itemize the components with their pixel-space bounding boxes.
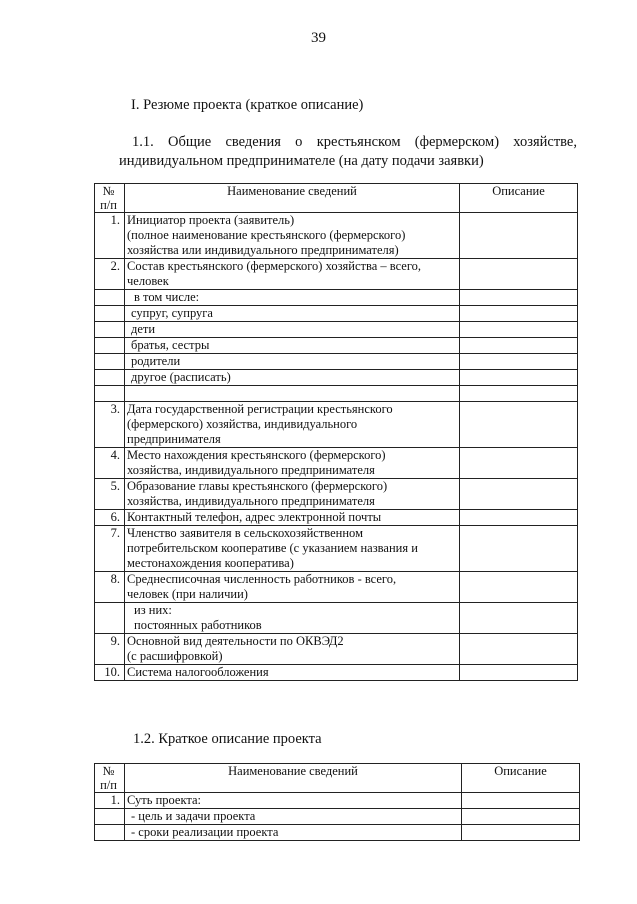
row-line: потребительском кооперативе (с указанием названия и <box>127 541 418 555</box>
row-num: 6. <box>95 510 125 526</box>
row-num <box>95 370 125 386</box>
header-num-line2: п/п <box>100 778 117 792</box>
description-cell[interactable] <box>460 572 578 603</box>
row-text: в том числе: <box>125 290 460 306</box>
header-num-line1: № <box>102 184 115 198</box>
table-row <box>95 526 578 572</box>
row-text <box>125 665 460 681</box>
description-cell[interactable] <box>460 448 578 479</box>
table-subrow <box>95 354 578 370</box>
description-cell[interactable] <box>462 825 580 841</box>
row-text: другое (расписать) <box>125 370 460 386</box>
table-row <box>95 213 578 259</box>
table-row <box>95 402 578 448</box>
subsection-1-2-title: 1.2. Краткое описание проекта <box>133 731 322 747</box>
description-cell[interactable] <box>460 354 578 370</box>
row-line: Контактный телефон, адрес электронной почты <box>127 510 382 524</box>
row-text <box>125 634 460 665</box>
table-row <box>95 510 578 526</box>
row-line: (с расшифровкой) <box>127 649 223 663</box>
description-cell[interactable] <box>460 402 578 448</box>
row-num <box>95 290 125 306</box>
description-cell[interactable] <box>460 634 578 665</box>
table-row <box>95 448 578 479</box>
row-line: предпринимателя <box>127 432 221 446</box>
row-num: 8. <box>95 572 125 603</box>
table-header-row <box>95 764 580 793</box>
row-text <box>125 402 460 448</box>
row-num <box>95 338 125 354</box>
row-text <box>125 526 460 572</box>
description-cell[interactable] <box>460 290 578 306</box>
row-num: 5. <box>95 479 125 510</box>
row-line: человек <box>127 274 169 288</box>
row-text: - цель и задачи проекта <box>125 809 462 825</box>
row-num <box>95 322 125 338</box>
row-line: человек (при наличии) <box>127 587 248 601</box>
description-cell[interactable] <box>462 793 580 809</box>
row-text <box>125 213 460 259</box>
subsection-1-1-line2: индивидуальном предпринимателе (на дату подачи заявки) <box>119 153 484 169</box>
description-cell[interactable] <box>460 665 578 681</box>
subsection-1-1-line1: 1.1. Общие сведения о крестьянском (фермерском) хозяйстве, <box>132 134 577 150</box>
description-cell[interactable] <box>460 370 578 386</box>
row-line: из них: <box>134 603 172 617</box>
row-line: Инициатор проекта (заявитель) <box>127 213 295 227</box>
header-name-cell: Наименование сведений <box>125 764 462 793</box>
row-num <box>95 603 125 634</box>
section-title: I. Резюме проекта (краткое описание) <box>131 97 364 113</box>
description-cell[interactable] <box>460 603 578 634</box>
row-num: 7. <box>95 526 125 572</box>
row-num: 3. <box>95 402 125 448</box>
row-num: 2. <box>95 259 125 290</box>
description-cell[interactable] <box>460 213 578 259</box>
row-num <box>95 809 125 825</box>
description-cell[interactable] <box>460 479 578 510</box>
table-row <box>95 665 578 681</box>
row-num: 9. <box>95 634 125 665</box>
table-subrow <box>95 322 578 338</box>
project-description-table <box>94 763 580 841</box>
header-desc-cell: Описание <box>460 184 578 213</box>
row-text <box>125 386 460 402</box>
row-num: 4. <box>95 448 125 479</box>
row-line: хозяйства или индивидуального предпринимателя) <box>127 243 399 257</box>
table-row <box>95 634 578 665</box>
table-subrow <box>95 290 578 306</box>
table-subrow <box>95 809 580 825</box>
row-text <box>125 572 460 603</box>
row-line: Среднесписочная численность работников - всего, <box>127 572 397 586</box>
row-line: Место нахождения крестьянского (фермерского) <box>127 448 386 462</box>
header-desc-cell: Описание <box>462 764 580 793</box>
row-line: Система налогообложения <box>127 665 269 679</box>
description-cell[interactable] <box>460 526 578 572</box>
row-line: местонахождения кооператива) <box>127 556 294 570</box>
row-text <box>125 603 460 634</box>
row-line: Состав крестьянского (фермерского) хозяйства – всего, <box>127 259 422 273</box>
table-header-row <box>95 184 578 213</box>
row-num <box>95 306 125 322</box>
table-row <box>95 479 578 510</box>
table-row <box>95 572 578 603</box>
row-line: Членство заявителя в сельскохозяйственном <box>127 526 363 540</box>
table-row <box>95 259 578 290</box>
table-subrow <box>95 603 578 634</box>
row-text: Суть проекта: <box>125 793 462 809</box>
row-text: дети <box>125 322 460 338</box>
header-name-cell: Наименование сведений <box>125 184 460 213</box>
table-subrow <box>95 338 578 354</box>
table-row <box>95 793 580 809</box>
general-info-table <box>94 183 578 681</box>
table-subrow <box>95 825 580 841</box>
row-line: (полное наименование крестьянского (фермерского) <box>127 228 406 242</box>
row-line: хозяйства, индивидуального предпринимателя <box>127 494 375 508</box>
row-num: 10. <box>95 665 125 681</box>
row-num: 1. <box>95 793 125 809</box>
row-line: (фермерского) хозяйства, индивидуального <box>127 417 358 431</box>
table-subrow <box>95 370 578 386</box>
row-text: братья, сестры <box>125 338 460 354</box>
header-num-cell <box>95 184 125 213</box>
description-cell[interactable] <box>460 259 578 290</box>
row-text <box>125 510 460 526</box>
row-text: супруг, супруга <box>125 306 460 322</box>
header-num-cell <box>95 764 125 793</box>
row-line: Основной вид деятельности по ОКВЭД2 <box>127 634 344 648</box>
row-num <box>95 354 125 370</box>
row-line: Образование главы крестьянского (фермерского) <box>127 479 388 493</box>
description-cell[interactable] <box>460 322 578 338</box>
table-subrow-empty <box>95 386 578 402</box>
row-text <box>125 259 460 290</box>
row-text: - сроки реализации проекта <box>125 825 462 841</box>
description-cell[interactable] <box>460 386 578 402</box>
description-cell[interactable] <box>460 306 578 322</box>
row-text: родители <box>125 354 460 370</box>
header-num-line2: п/п <box>100 198 117 212</box>
row-line: постоянных работников <box>134 618 262 632</box>
page-number: 39 <box>311 30 326 46</box>
row-num <box>95 825 125 841</box>
table-subrow <box>95 306 578 322</box>
header-num-line1: № <box>102 764 115 778</box>
row-text <box>125 448 460 479</box>
description-cell[interactable] <box>462 809 580 825</box>
row-line: хозяйства, индивидуального предпринимателя <box>127 463 375 477</box>
row-line: Дата государственной регистрации крестьянского <box>127 402 393 416</box>
subsection-1-1-title <box>119 133 577 171</box>
description-cell[interactable] <box>460 338 578 354</box>
description-cell[interactable] <box>460 510 578 526</box>
row-num <box>95 386 125 402</box>
row-num: 1. <box>95 213 125 259</box>
row-text <box>125 479 460 510</box>
